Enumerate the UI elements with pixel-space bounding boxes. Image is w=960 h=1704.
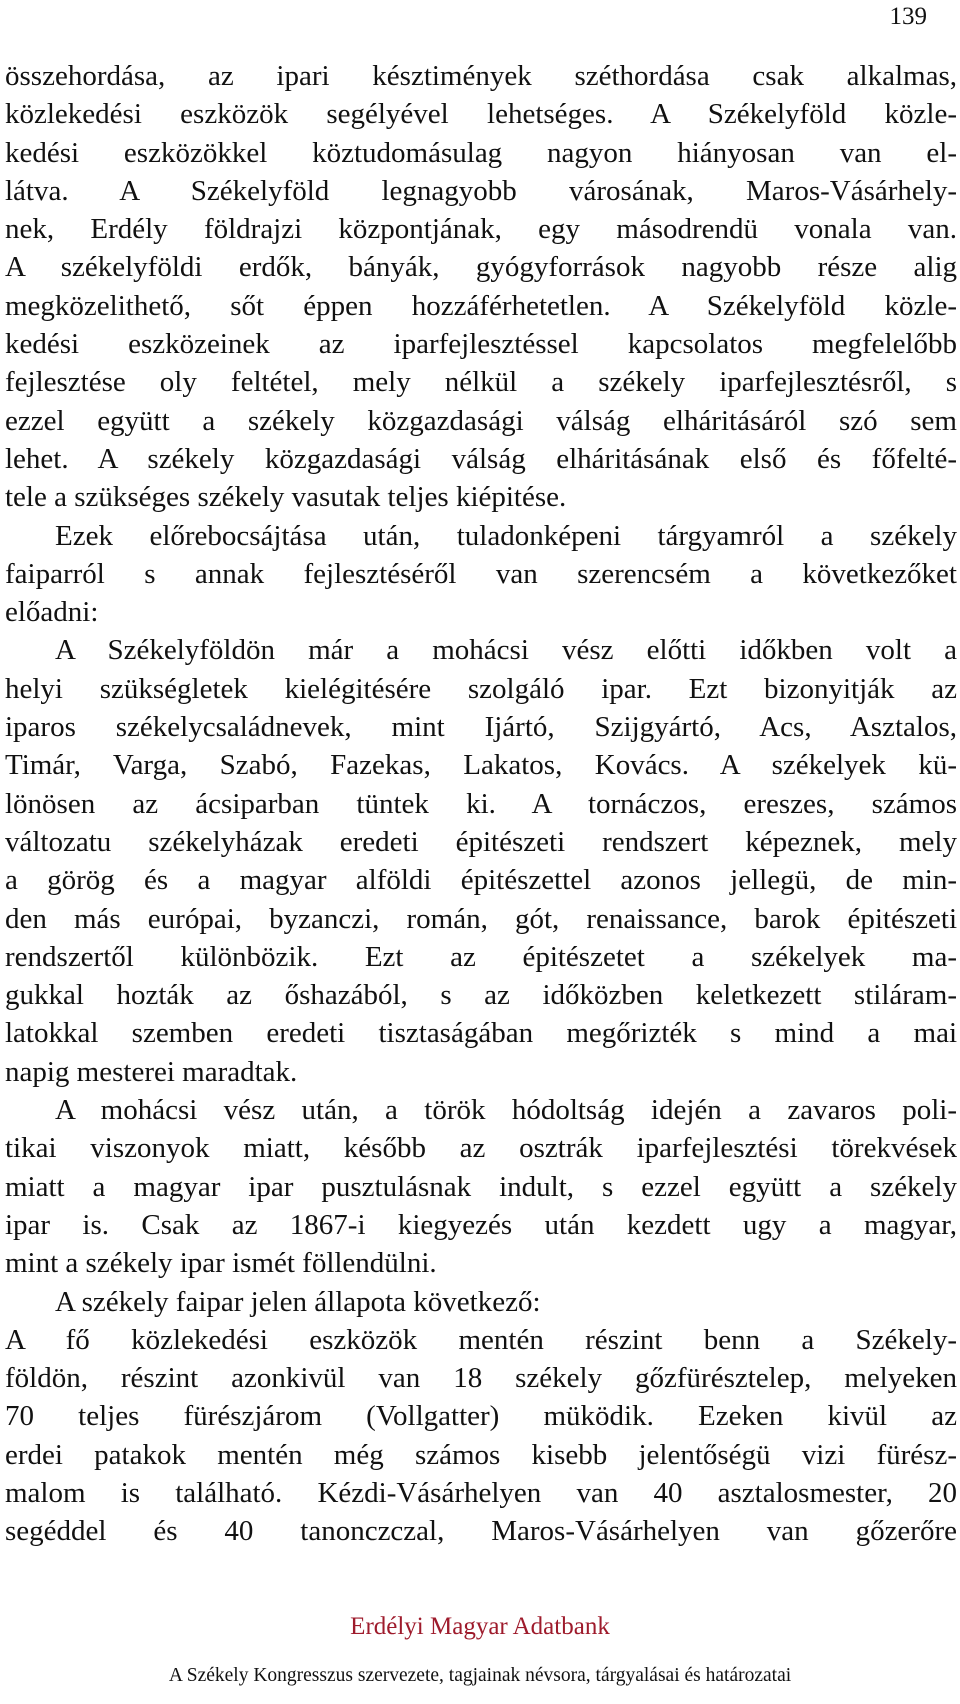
text-line: földön, részint azonkivül van 18 székely gőzfürésztelep, melyeken [5,1362,957,1395]
text-line: megközelithető, sőt éppen hozzáférhetetlen. A Székelyföld közle- [5,289,957,322]
text-line: változatu székelyházak eredeti épitészeti rendszert képeznek, mely [5,825,957,858]
text-line: faiparról s annak fejlesztéséről van szerencsém a következőket [5,557,957,590]
footer-brand[interactable]: Erdélyi Magyar Adatbank [350,1613,610,1640]
text-line: tikai viszonyok miatt, később az osztrák iparfejlesztési törekvések [5,1132,957,1165]
text-line: segéddel és 40 tanonczczal, Maros-Vásárhelyen van gőzerőre [5,1515,957,1548]
text-line: helyi szükségletek kielégitésére szolgáló ipar. Ezt bizonyitják az [5,672,957,705]
text-line: erdei patakok mentén még számos kisebb jelentőségü vizi fürész- [5,1438,957,1471]
text-line: iparos székelycsaládnevek, mint Ijártó, Szijgyártó, Acs, Asztalos, [5,711,957,744]
text-line: lönösen az ácsiparban tüntek ki. A tornáczos, ereszes, számos [5,787,957,820]
text-line: összehordása, az ipari késztimények széthordása csak alkalmas, [5,60,957,92]
text-line: gukkal hozták az őshazából, s az időközben keletkezett stiláram- [5,979,957,1012]
text-line: A mohácsi vész után, a török hódoltság idején a zavaros poli- [55,1094,957,1127]
text-line: napig mesterei maradtak. [5,1055,298,1088]
text-line: Timár, Varga, Szabó, Fazekas, Lakatos, Kovács. A székelyek kü- [5,749,957,782]
text-line: lehet. A székely közgazdasági válság elháritásának első és főfelté- [5,442,957,475]
text-line: mint a székely ipar ismét föllendülni. [5,1247,437,1280]
text-line: 70 teljes fürészjárom (Vollgatter) müködik. Ezeken kivül az [5,1400,957,1433]
text-line: A fő közlekedési eszközök mentén részint benn a Székely- [5,1323,957,1356]
text-line: rendszertől különbözik. Ezt az épitészetet a székelyek ma- [5,940,957,973]
text-line: tele a szükséges székely vasutak teljes kiépitése. [5,481,567,514]
text-line: ezzel együtt a székely közgazdasági válság elháritásáról szó sem [5,404,957,437]
text-line: előadni: [5,596,99,629]
text-line: látva. A Székelyföld legnagyobb városának, Maros-Vásárhely- [5,174,957,207]
text-line: A Székelyföldön már a mohácsi vész előtti időkben volt a [55,634,957,667]
text-line: a görög és a magyar alföldi épitészettel azonos jellegü, de min- [5,864,957,897]
text-line: nek, Erdély földrajzi központjának, egy másodrendü vonala van. [5,213,957,246]
footer-subtitle: A Székely Kongresszus szervezete, tagjainak névsora, tárgyalásai és határozatai [168,1665,792,1686]
text-line: miatt a magyar ipar pusztulásnak indult, s ezzel együtt a székely [5,1170,957,1203]
text-line: közlekedési eszközök segélyével lehetséges. A Székelyföld közle- [5,98,957,131]
text-line: Ezek előrebocsájtása után, tuladonképeni tárgyamról a székely [55,519,957,552]
text-line: A székelyföldi erdők, bányák, gyógyforrások nagyobb része alig [5,251,957,284]
body-text [5,57,957,1551]
page-number: 139 [889,3,927,30]
text-line: kedési eszközeinek az iparfejlesztéssel kapcsolatos megfelelőbb [5,328,957,361]
text-line: den más európai, byzanczi, román, gót, renaissance, barok épitészeti [5,902,957,935]
text-line: malom is található. Kézdi-Vásárhelyen van 40 asztalosmester, 20 [5,1476,957,1509]
text-line: ipar is. Csak az 1867-i kiegyezés után kezdett ugy a magyar, [5,1208,957,1241]
text-line: latokkal szemben eredeti tisztaságában megőrizték s mind a mai [5,1017,957,1050]
text-line: A székely faipar jelen állapota következő: [55,1285,541,1318]
text-line: kedési eszközökkel köztudomásulag nagyon hiányosan van el- [5,136,957,169]
text-line: fejlesztése oly feltétel, mely nélkül a székely iparfejlesztésről, s [5,366,957,399]
